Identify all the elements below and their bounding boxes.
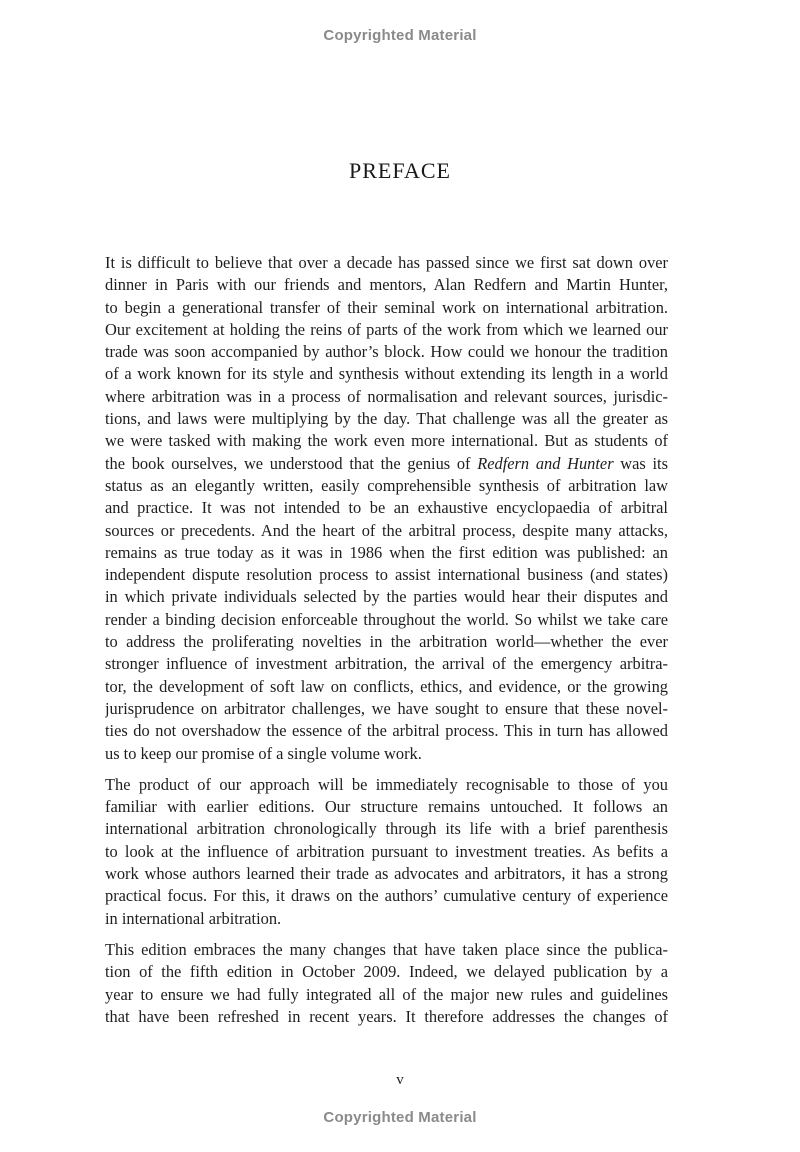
copyright-watermark-bottom: Copyrighted Material — [323, 1109, 477, 1126]
text-segment: the book ourselves, we understood that the genius of — [105, 453, 478, 473]
text-segment: was its — [613, 453, 668, 473]
text-line: us to keep our promise of a single volume work. — [105, 743, 422, 763]
paragraph — [105, 252, 668, 765]
italic-title: Redfern and Hunter — [477, 453, 614, 473]
text-line: dinner in Paris with our friends and mentors, Alan Redfern and Martin Hunter, — [105, 275, 668, 295]
text-line: status as an elegantly written, easily comprehensible synthesis of arbitration law — [105, 475, 668, 495]
text-line: international arbitration chronologically through its life with a brief parenthesis — [105, 819, 668, 839]
text-line: jurisprudence on arbitrator challenges, we have sought to ensure that these novel- — [105, 698, 668, 718]
text-line: sources or precedents. And the heart of the arbitral process, despite many attacks, — [105, 520, 668, 540]
copyright-watermark-top: Copyrighted Material — [323, 27, 477, 44]
paragraph — [105, 939, 668, 1028]
page-title: PREFACE — [349, 158, 451, 183]
text-line: practical focus. For this, it draws on the authors’ cumulative century of experience — [105, 886, 668, 906]
text-line: to begin a generational transfer of their seminal work on international arbitration. — [105, 297, 668, 317]
text-line: in international arbitration. — [105, 908, 282, 928]
text-line: where arbitration was in a process of normalisation and relevant sources, jurisdic- — [105, 386, 668, 406]
text-line: that have been refreshed in recent years. It therefore addresses the changes of — [105, 1006, 668, 1026]
text-line: familiar with earlier editions. Our structure remains untouched. It follows an — [105, 797, 668, 817]
paragraph — [105, 774, 668, 930]
text-line: trade was soon accompanied by author’s block. How could we honour the tradition — [105, 342, 668, 362]
text-line: in which private individuals selected by the parties would hear their disputes and — [105, 587, 668, 607]
text-line: we were tasked with making the work even more international. But as students of — [105, 431, 668, 451]
text-line: It is difficult to believe that over a decade has passed since we first sat down over — [105, 253, 668, 272]
text-line: ties do not overshadow the essence of the arbitral process. This in turn has allowed — [105, 721, 668, 741]
page-number: v — [396, 1072, 404, 1088]
text-line: The product of our approach will be immediately recognisable to those of you — [105, 774, 668, 794]
text-line: to address the proliferating novelties in the arbitration world—whether the ever — [105, 632, 668, 652]
text-line: Our excitement at holding the reins of parts of the work from which we learned our — [105, 319, 668, 339]
text-line: work whose authors learned their trade as advocates and arbitrators, it has a strong — [105, 864, 668, 884]
text-line: stronger influence of investment arbitration, the arrival of the emergency arbitra- — [105, 654, 668, 674]
text-line: of a work known for its style and synthesis without extending its length in a world — [105, 364, 668, 384]
text-line: to look at the influence of arbitration pursuant to investment treaties. As befits a — [105, 841, 668, 861]
text-line — [105, 453, 668, 475]
text-line: render a binding decision enforceable throughout the world. So whilst we take care — [105, 609, 668, 629]
text-line: This edition embraces the many changes that have taken place since the publica- — [105, 939, 668, 959]
text-line: tor, the development of soft law on conflicts, ethics, and evidence, or the growing — [105, 676, 668, 696]
preface-body — [105, 252, 668, 1037]
text-line: remains as true today as it was in 1986 when the first edition was published: an — [105, 542, 668, 562]
text-line: tions, and laws were multiplying by the day. That challenge was all the greater as — [105, 409, 668, 429]
text-line: year to ensure we had fully integrated all of the major new rules and guidelines — [105, 984, 668, 1004]
text-line: and practice. It was not intended to be an exhaustive encyclopaedia of arbitral — [105, 498, 668, 518]
text-line: tion of the fifth edition in October 2009. Indeed, we delayed publication by a — [105, 962, 668, 982]
text-line: independent dispute resolution process to assist international business (and states) — [105, 565, 668, 585]
